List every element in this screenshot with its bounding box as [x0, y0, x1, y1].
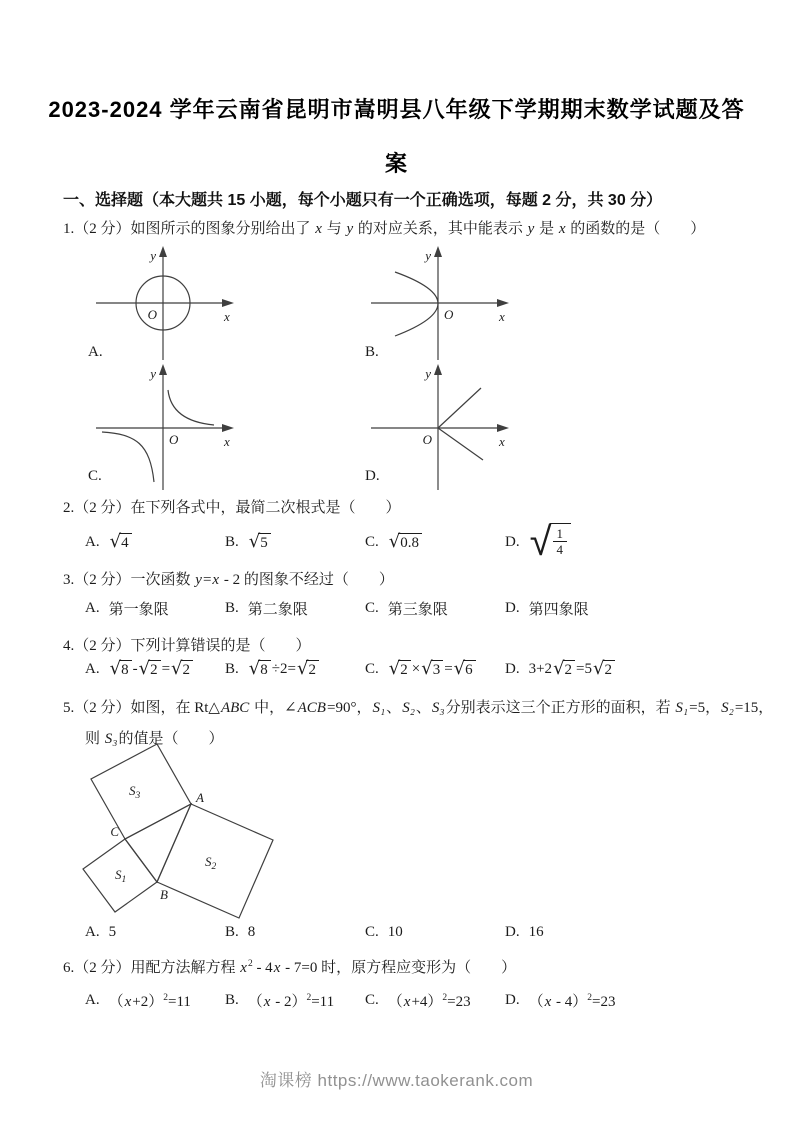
q2-option-a [85, 533, 225, 551]
radicand: 2 [306, 660, 319, 678]
question-2-options [85, 518, 645, 566]
q5-text: 、 [386, 700, 402, 716]
exponent: 2 [306, 993, 312, 1003]
vertex-b-label: B [160, 887, 168, 902]
graph-b-label: B. [365, 344, 379, 360]
origin-label: O [147, 307, 157, 322]
q5-triangle-abc: ABC [220, 700, 250, 716]
origin-label: O [169, 432, 179, 447]
radical-sign: √ [109, 658, 122, 679]
radical-sign: √ [248, 658, 261, 679]
q5-text: 5.（2 分）如图，在 Rt△ [63, 700, 220, 716]
q5-s2: S₂ [402, 700, 415, 716]
origin-label: O [422, 432, 432, 447]
option-label: D. [505, 924, 520, 940]
q6-text: - 4 [252, 960, 273, 976]
option-label: C. [365, 660, 379, 677]
option-text: 第二象限 [247, 602, 308, 618]
q1-text: 与 [322, 221, 346, 237]
option-text: 第三象限 [387, 602, 448, 618]
option-text: 8 [247, 924, 256, 940]
q4-option-d [505, 660, 645, 678]
fraction-denominator: 4 [556, 542, 564, 557]
graph-a-label: A. [88, 344, 103, 360]
radicand [550, 523, 572, 556]
radicand: 0.8 [398, 533, 422, 551]
option-text: 第一象限 [108, 602, 169, 618]
radical-sign: √ [553, 658, 565, 679]
question-4-options [85, 656, 645, 682]
expr: - 4） [552, 994, 588, 1010]
graph-a-circle-figure [88, 246, 240, 360]
radicand: 5 [258, 533, 271, 551]
s-letter: S [205, 854, 212, 869]
q6-option-a [85, 990, 225, 1011]
equation [388, 990, 471, 1011]
q5-text: =5， [689, 700, 721, 716]
rhs: =23 [447, 994, 471, 1010]
radical-sign: √ [453, 658, 466, 679]
equation [109, 660, 194, 678]
q1-var-y: y [527, 221, 535, 237]
q6-var-x: x [273, 960, 281, 976]
radical-sign: √ [388, 531, 401, 552]
footer-link[interactable]: 淘课榜 https://www.taokerank.com [259, 1071, 534, 1090]
equation [248, 660, 320, 678]
q6-option-b [225, 990, 365, 1011]
vertex-c-label: C [110, 824, 119, 839]
document-title-line2: 案 [384, 151, 408, 176]
rhs: =23 [592, 994, 616, 1010]
fraction-numerator: 1 [553, 527, 568, 542]
vertex-a-label: A [196, 790, 204, 805]
q5-option-b [225, 924, 365, 941]
q5-option-d [505, 924, 645, 941]
q1-var-x: x [558, 221, 566, 237]
equation [529, 990, 616, 1011]
square-s1-label [115, 867, 126, 885]
graph-d-label: D. [365, 468, 380, 484]
q6-var-x: x [240, 960, 247, 976]
square-s2-label [205, 854, 217, 872]
question-5-options [85, 924, 645, 941]
document-title-line1: 2023-2024 学年云南省昆明市嵩明县八年级下学期期末数学试题及答 [48, 97, 745, 122]
equation [109, 990, 191, 1011]
exponent: 2 [442, 993, 448, 1003]
q6-option-c [365, 990, 505, 1011]
y-axis-label: y [150, 366, 156, 381]
s-letter: S [129, 783, 136, 798]
q5-s3: S₃ [431, 700, 445, 716]
option-label: A. [85, 660, 100, 677]
paren: （ [528, 994, 544, 1010]
radical-sign: √ [529, 519, 552, 565]
q1-text: 的函数的是（ ） [566, 221, 706, 237]
radical-sign: √ [388, 658, 401, 679]
option-text: 第四象限 [528, 602, 589, 618]
option-text: 16 [528, 924, 544, 940]
question-5-stem-line1 [63, 698, 773, 718]
exponent: 2 [163, 993, 168, 1003]
operator: ÷2= [271, 660, 296, 677]
var-x: x [403, 994, 411, 1010]
option-label: C. [365, 533, 379, 550]
option-label: B. [225, 600, 239, 616]
option-label: D. [505, 992, 520, 1008]
rhs: =11 [311, 994, 335, 1010]
exponent: 2 [587, 993, 593, 1003]
operator: = [161, 660, 171, 677]
q5-option-a [85, 924, 225, 941]
y-axis-label: y [150, 248, 156, 263]
x-axis-label: x [499, 434, 505, 449]
question-2-stem: 2.（2 分）在下列各式中，最简二次根式是（ ） [63, 500, 401, 516]
q3-var-x: x [212, 572, 220, 588]
radical-sign: √ [248, 531, 261, 552]
q5-text: =90°， [326, 700, 372, 716]
operator: 3+2 [528, 660, 553, 677]
q5-s1: S₁ [372, 700, 386, 716]
q4-option-c [365, 660, 505, 678]
site-watermark [0, 1066, 793, 1091]
question-3-stem [63, 570, 394, 590]
option-text: 5 [108, 924, 117, 940]
q3-var-y: y [195, 572, 202, 588]
q2-option-b [225, 533, 365, 551]
paren: （ [387, 994, 403, 1010]
q3-text: 的图象不经过（ ） [240, 572, 394, 588]
question-1-stem [63, 219, 705, 239]
q4-option-a [85, 660, 225, 678]
equation [388, 660, 477, 678]
option-label: A. [85, 600, 100, 616]
option-label: A. [85, 992, 100, 1008]
y-axis-label: y [425, 366, 431, 381]
x-axis-label: x [224, 309, 230, 324]
option-label: D. [505, 600, 520, 616]
q1-var-x: x [315, 221, 322, 237]
option-label: B. [225, 660, 239, 677]
q1-var-y: y [346, 221, 354, 237]
graph-c-hyperbola-figure [88, 364, 240, 490]
operator: = [444, 660, 453, 677]
q1-text: 是 [535, 221, 558, 237]
q3-option-c [365, 598, 505, 619]
option-text: 10 [387, 924, 403, 940]
radicand: 2 [398, 660, 411, 678]
var-x: x [544, 994, 552, 1010]
q5-option-c [365, 924, 505, 941]
radical-sign: √ [138, 658, 151, 679]
radicand: 4 [119, 533, 132, 551]
q5-text: 、 [415, 700, 431, 716]
var-x: x [263, 994, 271, 1010]
question-4-stem: 4.（2 分）下列计算错误的是（ ） [63, 638, 311, 654]
origin-label: O [444, 307, 454, 322]
radicand: 8 [258, 660, 271, 678]
option-label: D. [505, 533, 520, 550]
q6-text: 6.（2 分）用配方法解方程 [63, 960, 240, 976]
q3-text: 3.（2 分）一次函数 [63, 572, 195, 588]
q5-text: 则 [85, 731, 104, 747]
q3-option-b [225, 598, 365, 619]
equation [529, 660, 616, 678]
q3-text: - 2 [220, 572, 241, 588]
expr: +4） [411, 994, 443, 1010]
q3-equals: = [202, 572, 212, 588]
x-axis-label: x [499, 309, 505, 324]
s1-subscript: 1 [121, 875, 127, 885]
q5-s1-value: S₁ [675, 700, 689, 716]
option-label: C. [365, 992, 379, 1008]
radical-sign: √ [296, 658, 309, 679]
q5-s2-value: S₂ [721, 700, 734, 716]
q4-option-b [225, 660, 365, 678]
q2-option-d [505, 519, 645, 565]
q3-option-d [505, 598, 645, 619]
x-axis-label: x [224, 434, 230, 449]
option-label: B. [225, 992, 239, 1008]
operator: × [411, 660, 421, 677]
var-x: x [124, 994, 132, 1010]
radicand: 3 [431, 660, 444, 678]
q6-exponent: 2 [247, 959, 253, 969]
operator: =5 [576, 660, 593, 677]
option-label: D. [505, 660, 520, 677]
q1-text: 的对应关系，其中能表示 [354, 221, 527, 237]
radicand: 8 [119, 660, 132, 678]
question-6-stem [63, 958, 516, 978]
question-3-options [85, 598, 645, 619]
option-label: A. [85, 533, 100, 550]
radical-sign: √ [421, 658, 433, 679]
radical-sign: √ [171, 658, 183, 679]
graph-b-parabola-figure [363, 246, 515, 360]
q5-text: 的值是（ ） [118, 731, 224, 747]
q5-angle-acb: ACB [297, 700, 326, 716]
graph-d-rays-figure [363, 364, 515, 490]
radical-sign: √ [109, 531, 122, 552]
option-label: C. [365, 600, 379, 616]
radicand: 2 [563, 660, 576, 678]
graph-c-label: C. [88, 468, 102, 484]
expr: - 2） [271, 994, 307, 1010]
equation [248, 990, 334, 1011]
q5-text: =15， [734, 700, 774, 716]
q6-text: - 7=0 [281, 960, 318, 976]
y-axis-label: y [425, 248, 431, 263]
radicand: 6 [463, 660, 476, 678]
paren: （ [108, 994, 124, 1010]
rhs: =11 [168, 994, 191, 1010]
square-s3-label [129, 783, 141, 801]
option-label: B. [225, 924, 239, 940]
q2-option-c [365, 533, 505, 551]
s2-subscript: 2 [211, 862, 217, 872]
paren: （ [247, 994, 263, 1010]
radicand: 2 [181, 660, 194, 678]
q3-option-a [85, 598, 225, 619]
fraction [553, 527, 568, 556]
option-label: B. [225, 533, 239, 550]
q1-text: 1.（2 分）如图所示的图象分别给出了 [63, 221, 315, 237]
option-label: A. [85, 924, 100, 940]
s-letter: S [115, 867, 122, 882]
radicand: 2 [148, 660, 161, 678]
q5-text: 中，∠ [250, 700, 297, 716]
radicand: 2 [603, 660, 616, 678]
s3-subscript: 3 [135, 791, 141, 801]
q6-text: 时，原方程应变形为（ ） [317, 960, 517, 976]
question-6-options [85, 990, 645, 1011]
operator: - [132, 660, 138, 677]
q5-s3-ask: S₃ [104, 731, 118, 747]
q5-text: 分别表示这三个正方形的面积，若 [445, 700, 675, 716]
section-heading: 一、选择题（本大题共 15 小题，每个小题只有一个正确选项，每题 2 分，共 30 分） [63, 192, 663, 209]
q5-squares-triangle-figure [75, 744, 325, 920]
expr: +2） [132, 994, 164, 1010]
radical-sign: √ [593, 658, 605, 679]
q6-option-d [505, 990, 645, 1011]
option-label: C. [365, 924, 379, 940]
